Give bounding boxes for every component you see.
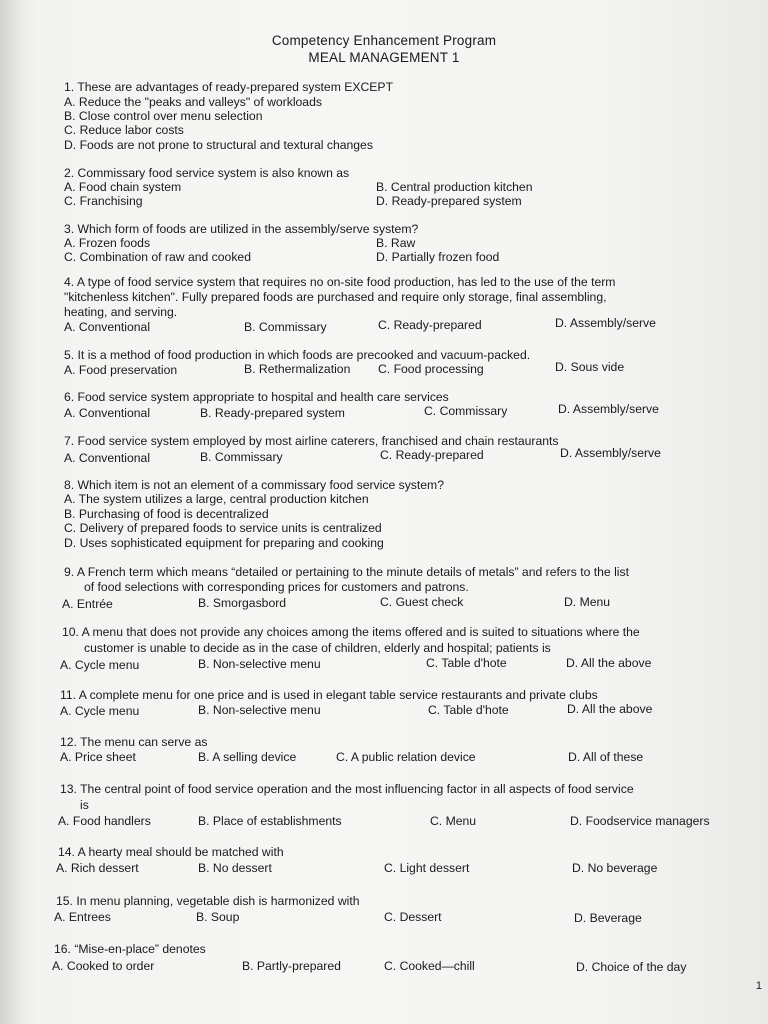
question-12-option-b: B. A selling device [198,750,297,764]
question-8-option-b: B. Purchasing of food is decentralized [64,507,269,521]
question-5-stem: 5. It is a method of food production in which foods are precooked and vacuum-packed. [64,348,531,362]
question-15-option-d: D. Beverage [574,911,642,925]
question-4-stem-line-2: "kitchenless kitchen". Fully prepared foods are purchased and require only storage, final assembling, [64,290,607,304]
question-16-option-b: B. Partly-prepared [242,959,341,973]
question-15-stem: 15. In menu planning, vegetable dish is harmonized with [56,894,360,908]
question-6-stem: 6. Food service system appropriate to hospital and health care services [64,390,449,404]
question-4-option-d: D. Assembly/serve [555,316,656,330]
question-14-option-d: D. No beverage [572,861,658,875]
question-8-stem: 8. Which item is not an element of a commissary food service system? [64,478,444,492]
question-5-option-c: C. Food processing [378,362,484,376]
question-10-option-b: B. Non-selective menu [198,657,321,671]
question-1-option-c: C. Reduce labor costs [64,123,184,137]
question-12-option-a: A. Price sheet [60,750,136,764]
question-11-option-b: B. Non-selective menu [198,703,321,717]
question-4-option-c: C. Ready-prepared [378,318,482,332]
question-10-option-d: D. All the above [566,656,652,670]
question-5-option-b: B. Rethermalization [244,362,351,376]
question-4-stem-line-3: heating, and serving. [64,305,178,319]
question-16-stem: 16. “Mise-en-place” denotes [54,942,206,956]
question-10-stem-line-1: 10. A menu that does not provide any choices among the items offered and is suited to situations where the [62,625,640,639]
question-15-option-c: C. Dessert [384,910,442,924]
question-2-option-c: C. Franchising [64,194,143,208]
question-7-option-a: A. Conventional [64,451,151,465]
question-10-option-c: C. Table d'hote [426,656,507,670]
question-9-stem-line-2: of food selections with corresponding prices for customers and patrons. [84,580,469,594]
question-3-option-c: C. Combination of raw and cooked [64,250,251,264]
document-subtitle: MEAL MANAGEMENT 1 [308,50,460,65]
question-3-option-b: B. Raw [376,236,416,250]
question-3-option-d: D. Partially frozen food [376,250,500,264]
question-11-option-c: C. Table d'hote [428,703,509,717]
question-4-stem-line-1: 4. A type of food service system that requires no on-site food production, has led to the use of the term [64,275,616,289]
question-13-option-a: A. Food handlers [58,814,151,828]
question-16-option-a: A. Cooked to order [52,959,155,973]
question-8-option-a: A. The system utilizes a large, central production kitchen [64,492,369,506]
question-14-stem: 14. A hearty meal should be matched with [58,845,284,859]
question-13-option-d: D. Foodservice managers [570,814,710,828]
question-3-stem: 3. Which form of foods are utilized in the assembly/serve system? [64,222,419,236]
question-15-option-b: B. Soup [196,910,240,924]
question-9-stem-line-1: 9. A French term which means “detailed or pertaining to the minute details of metals” and refers to the list [64,565,629,579]
question-10-option-a: A. Cycle menu [60,658,140,672]
question-9-option-a: A. Entrée [62,597,113,611]
question-2-option-a: A. Food chain system [64,180,182,194]
question-2-option-b: B. Central production kitchen [376,180,533,194]
question-7-stem: 7. Food service system employed by most airline caterers, franchised and chain restaurants [64,434,559,448]
question-9-option-d: D. Menu [564,595,611,609]
question-9-option-b: B. Smorgasbord [198,596,287,610]
question-1-option-d: D. Foods are not prone to structural and textural changes [64,138,373,152]
question-2-stem: 2. Commissary food service system is also known as [64,166,350,180]
question-13-stem-line-1: 13. The central point of food service operation and the most influencing factor in all aspects of food service [60,782,634,796]
question-13-stem-line-2: is [80,798,89,812]
document-title: Competency Enhancement Program [271,33,497,48]
question-12-stem: 12. The menu can serve as [60,735,208,749]
question-14-option-a: A. Rich dessert [56,861,139,875]
question-16-option-c: C. Cooked—chill [384,959,475,973]
question-1-option-b: B. Close control over menu selection [64,109,263,123]
question-12-option-d: D. All of these [568,750,644,764]
question-13-option-b: B. Place of establishments [198,814,342,828]
question-13-option-c: C. Menu [430,814,477,828]
question-9-option-c: C. Guest check [380,595,464,609]
question-15-option-a: A. Entrees [54,910,111,924]
question-4-option-a: A. Conventional [64,320,151,334]
question-5-option-a: A. Food preservation [64,363,178,377]
question-16-option-d: D. Choice of the day [576,960,687,974]
question-14-option-c: C. Light dessert [384,861,470,875]
question-11-option-d: D. All the above [567,702,653,716]
question-2-option-d: D. Ready-prepared system [376,194,522,208]
question-7-option-d: D. Assembly/serve [560,446,661,460]
question-4-option-b: B. Commissary [244,320,327,334]
question-1-option-a: A. Reduce the "peaks and valleys" of workloads [64,95,322,109]
question-12-option-c: C. A public relation device [336,750,476,764]
question-11-stem: 11. A complete menu for one price and is used in elegant table service restaurants and private clubs [60,688,598,702]
question-10-stem-line-2: customer is unable to decide as in the case of children, elderly and hospital; patients is [84,641,551,655]
question-6-option-c: C. Commissary [424,404,508,418]
question-8-option-c: C. Delivery of prepared foods to service units is centralized [64,521,382,535]
question-5-option-d: D. Sous vide [555,360,625,374]
question-6-option-d: D. Assembly/serve [558,402,659,416]
question-6-option-a: A. Conventional [64,406,151,420]
question-14-option-b: B. No dessert [198,861,272,875]
page-number: 1 [755,980,762,992]
question-7-option-c: C. Ready-prepared [380,448,484,462]
question-1-stem: 1. These are advantages of ready-prepared system EXCEPT [64,80,394,94]
question-7-option-b: B. Commissary [200,450,283,464]
question-11-option-a: A. Cycle menu [60,704,140,718]
question-8-option-d: D. Uses sophisticated equipment for preparing and cooking [64,536,384,550]
question-6-option-b: B. Ready-prepared system [200,406,345,420]
question-3-option-a: A. Frozen foods [64,236,151,250]
